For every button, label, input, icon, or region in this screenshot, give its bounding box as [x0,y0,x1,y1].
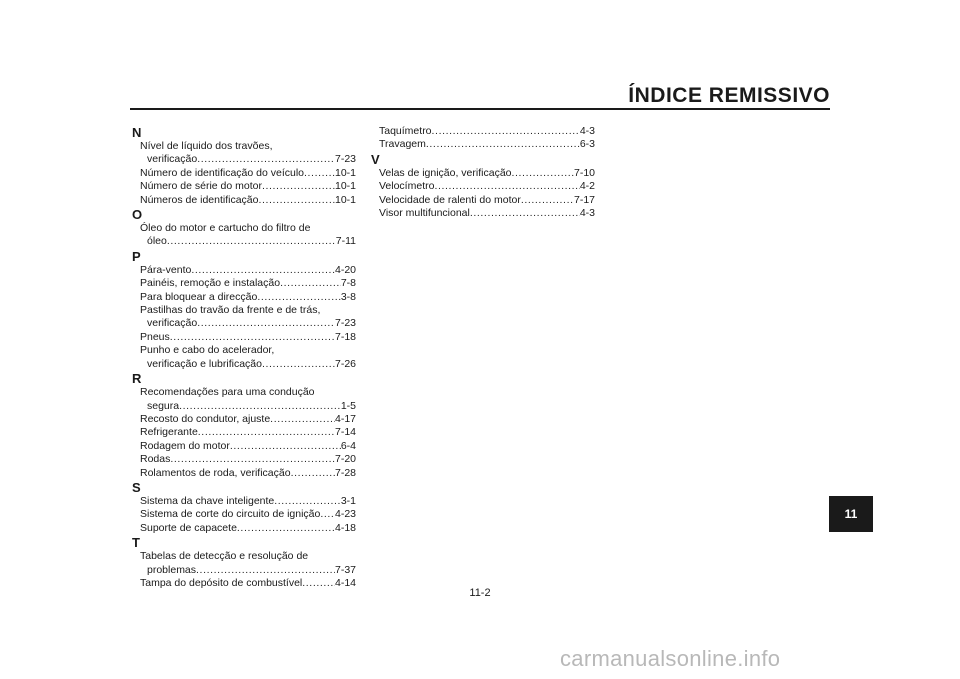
index-entry-text: Sistema da chave inteligente [140,494,275,507]
index-column-left [132,125,356,590]
index-entry-line [132,180,356,193]
index-entry-text: Número de identificação do veículo [140,166,305,179]
index-entry-text: Rodagem do motor [140,439,230,452]
index-entry [132,413,356,426]
chapter-tab [829,496,873,532]
index-entry-line [371,125,595,138]
index-entry-line [132,386,356,399]
index-entry [132,331,356,344]
index-letter-heading: P [132,248,141,264]
index-entry-page: 3-8 [340,290,356,303]
index-entry-page: 3-1 [340,494,356,507]
dot-leader [196,564,335,577]
index-entry-line [132,194,356,207]
index-entry-line [371,180,595,193]
index-entry-line [132,264,356,277]
index-entry-line [132,344,356,357]
dot-leader [197,153,335,166]
index-entry-page: 6-4 [340,439,356,452]
index-entry-page: 4-18 [334,521,356,534]
index-entry-page: 1-5 [340,399,356,412]
index-entry-page: 4-14 [334,576,356,589]
index-entry [371,167,595,180]
chapter-tab-label: 11 [844,507,858,521]
index-entry-line [132,167,356,180]
index-entry-text: Pastilhas do travão da frente e de trás, [140,304,321,317]
dot-leader [191,264,335,277]
dot-leader [179,400,341,413]
index-letter-heading: N [132,125,142,140]
index-entry-text: Recomendações para uma condução [140,386,315,399]
index-entry-page: 4-3 [579,125,595,137]
index-entry [132,167,356,180]
dot-leader [257,291,340,304]
index-entry [132,140,356,167]
index-entry-text: Número de série do motor [140,180,262,193]
index-entry [132,426,356,439]
index-entry [132,577,356,590]
index-entry-text: Óleo do motor e cartucho do filtro de [140,222,311,235]
index-entry-text: verificação e lubrificação [147,357,262,370]
index-entry-page: 4-17 [334,412,356,425]
index-entry-line [132,331,356,344]
dot-leader [198,426,335,439]
index-entry [132,194,356,207]
index-entry [132,180,356,193]
index-entry-page: 10-1 [334,166,356,179]
index-entry-text: Visor multifuncional [379,207,470,220]
index-entry-text: verificação [147,153,198,166]
index-entry-text: Velocímetro [379,180,435,193]
dot-leader [270,413,335,426]
index-entry [132,291,356,304]
index-entry-page: 7-18 [334,330,356,343]
index-entry [371,125,595,138]
index-entry [132,344,356,371]
index-entry [132,522,356,535]
index-entry-page: 7-10 [573,166,595,179]
index-entry-line [132,235,356,248]
dot-leader [167,235,336,248]
index-entry-line [132,304,356,317]
index-entry-line [132,522,356,535]
index-entry-text: Nível de líquido dos travões, [140,140,273,152]
index-entry-text: Tampa do depósito de combustível [140,576,303,589]
index-entry-line [132,358,356,371]
index-entry-text: Painéis, remoção e instalação [140,277,281,290]
dot-leader [291,467,335,480]
index-entry-line [132,550,356,563]
index-entry-line [132,495,356,508]
index-entry-line [371,194,595,207]
index-entry [132,467,356,480]
index-letter-heading: O [132,207,143,223]
index-entry-text: verificação [147,317,198,330]
index-entry [132,386,356,413]
index-entry-text: Suporte de capacete [140,521,237,534]
dot-leader [426,138,580,151]
dot-leader [320,508,335,521]
index-entry-line [132,140,356,153]
index-entry-page: 4-23 [334,508,356,521]
dot-leader [521,194,574,207]
index-entry [371,138,595,151]
index-entry-line [132,564,356,577]
index-entry-page: 7-20 [334,453,356,466]
dot-leader [470,207,580,220]
index-entry-line [132,317,356,330]
dot-leader [434,180,579,193]
index-entry-line [132,291,356,304]
index-entry-text: Números de identificação [140,193,259,206]
index-entry-text: Sistema de corte do circuito de ignição [140,508,321,521]
index-entry [371,207,595,220]
watermark: carmanualsonline.info [560,646,781,671]
index-entry [371,194,595,207]
index-entry-text: Pára-vento [140,263,192,276]
index-entry-page: 7-37 [334,563,356,576]
index-entry-line [132,153,356,166]
index-letter-heading: V [371,151,380,167]
index-entry-text: Punho e cabo do acelerador, [140,344,275,357]
dot-leader [170,453,335,466]
dot-leader [262,358,335,371]
index-entry-text: Pneus [140,330,170,343]
index-letter-heading: T [132,535,140,551]
index-entry-page: 7-26 [334,357,356,370]
dot-leader [432,125,580,138]
index-entry [132,277,356,290]
index-entry-page: 7-23 [334,317,356,330]
index-entry-text: Travagem [379,138,426,151]
index-entry-page: 7-17 [573,193,595,206]
index-entry-text: óleo [147,235,167,248]
index-entry-page: 7-14 [334,426,356,439]
index-letter-heading: R [132,371,142,387]
index-entry-line [371,138,595,151]
dot-leader [258,194,335,207]
index-entry-line [132,400,356,413]
index-entry [132,453,356,466]
index-entry-line [132,277,356,290]
page-number: 11-2 [469,587,491,599]
index-entry-text: Taquímetro [379,125,432,137]
index-entry-page: 7-11 [335,235,356,248]
index-entry-line [371,207,595,220]
dot-leader [262,180,335,193]
index-entry-page: 7-23 [334,153,356,166]
index-entry-text: Velas de ignição, verificação [379,166,512,179]
index-entry [132,264,356,277]
index-entry-page: 10-1 [334,180,356,193]
index-entry-page: 6-3 [579,138,595,151]
index-entry-text: Tabelas de detecção e resolução de [140,550,309,563]
index-entry-line [132,577,356,590]
index-entry [132,304,356,331]
index-entry-text: problemas [147,563,197,576]
index-letter-heading: S [132,479,141,495]
index-column-right [371,125,595,220]
index-entry [132,222,356,249]
index-entry-page: 4-3 [579,207,595,220]
index-entry-line [132,440,356,453]
index-entry-page: 4-2 [579,180,595,193]
dot-leader [304,167,335,180]
index-entry [132,495,356,508]
dot-leader [512,167,574,180]
dot-leader [280,277,341,290]
index-entry [371,180,595,193]
index-entry-page: 4-20 [334,263,356,276]
index-entry-line [132,413,356,426]
index-entry-text: Para bloquear a direcção [140,290,258,303]
index-entry-line [132,508,356,521]
index-entry-line [132,467,356,480]
index-entry-line [132,426,356,439]
index-entry-text: segura [147,399,180,412]
dot-leader [274,495,341,508]
index-entry-text: Rolamentos de roda, verificação [140,466,291,479]
index-entry-text: Rodas [140,453,171,466]
dot-leader [230,440,341,453]
index-entry-line [132,453,356,466]
dot-leader [170,331,335,344]
index-entry-text: Recosto do condutor, ajuste [140,412,271,425]
index-entry-text: Velocidade de ralenti do motor [379,193,521,206]
index-entry-line [132,222,356,235]
index-entry-page: 10-1 [334,193,356,206]
index-entry-text: Refrigerante [140,426,198,439]
header-rule [130,108,830,110]
index-entry-page: 7-28 [334,466,356,479]
dot-leader [237,522,335,535]
index-entry [132,550,356,577]
dot-leader [197,317,335,330]
page-title: ÍNDICE REMISSIVO [628,84,830,107]
index-entry-page: 7-8 [340,277,356,290]
dot-leader [302,577,335,590]
index-entry [132,440,356,453]
index-entry [132,508,356,521]
index-entry-line [371,167,595,180]
